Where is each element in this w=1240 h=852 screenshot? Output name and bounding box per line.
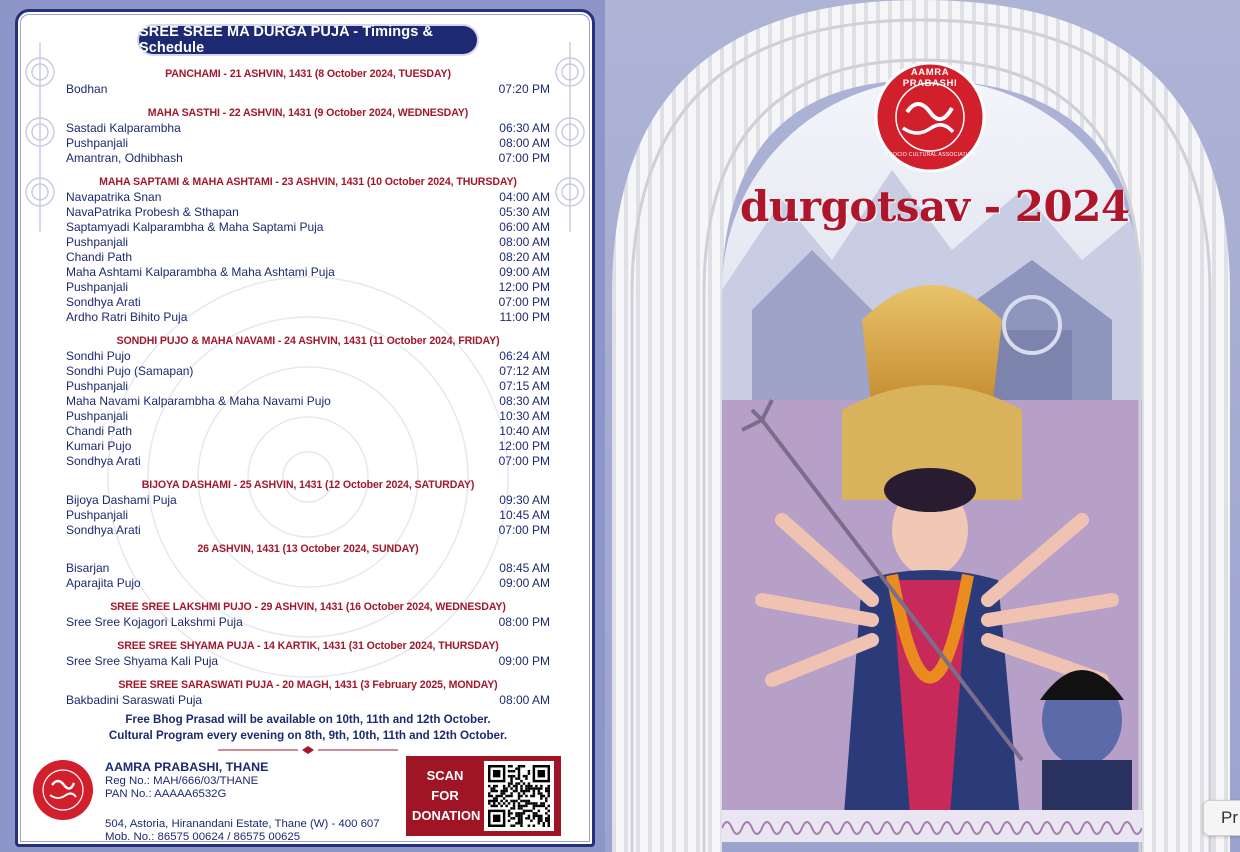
schedule-row: [66, 615, 550, 630]
schedule-row: [66, 654, 550, 669]
divider-ornament-icon: [218, 746, 398, 754]
section-heading: PANCHAMI - 21 ASHVIN, 1431 (8 October 2024, TUESDAY): [165, 68, 451, 80]
org-address: 504, Astoria, Hiranandani Estate, Thane (W) - 400 607: [105, 818, 380, 830]
org-name: AAMRA PRABASHI, THANE: [105, 760, 269, 774]
event-name: Chandi Path: [66, 250, 133, 264]
durgotsav-headline: durgotsav - 2024: [740, 182, 1130, 231]
event-name: Bodhan: [66, 82, 108, 96]
event-time: 09:00 AM: [499, 576, 550, 590]
event-time: 09:00 PM: [498, 654, 550, 668]
event-time: 04:00 AM: [499, 190, 550, 204]
event-name: NavaPatrika Probesh & Sthapan: [66, 205, 239, 219]
schedule-row: [66, 235, 550, 250]
schedule-row: [66, 454, 550, 469]
schedule-row: [66, 82, 550, 97]
section-heading: SONDHI PUJO & MAHA NAVAMI - 24 ASHVIN, 1431 (11 October 2024, FRIDAY): [116, 335, 500, 347]
event-name: Bakbadini Saraswati Puja: [66, 693, 203, 707]
section-gap: [66, 469, 550, 478]
event-time: 07:00 PM: [498, 295, 550, 309]
schedule-row: [66, 379, 550, 394]
donate-label: [412, 766, 481, 826]
qr-code-icon: [488, 765, 550, 827]
event-time: 05:30 AM: [499, 205, 550, 219]
schedule-row: [66, 121, 550, 136]
section-gap: [66, 166, 550, 175]
event-name: Pushpanjali: [66, 379, 129, 393]
schedule-row: [66, 508, 550, 523]
event-name: Sondhya Arati: [66, 523, 141, 537]
event-name: Pushpanjali: [66, 136, 129, 150]
section-heading: SREE SREE SHYAMA PUJA - 14 KARTIK, 1431 (31 October 2024, THURSDAY): [117, 640, 499, 652]
schedule-row: [66, 523, 550, 538]
event-name: Sondhi Pujo (Samapan): [66, 364, 194, 378]
schedule-row: [66, 561, 550, 576]
section-gap: [66, 325, 550, 334]
event-name: Sondhya Arati: [66, 295, 141, 309]
ornament-left-icon: [20, 42, 60, 232]
schedule-row: [66, 424, 550, 439]
donate-line-3: DONATION: [412, 808, 481, 823]
event-time: 08:30 AM: [499, 394, 550, 408]
schedule-row: [66, 349, 550, 364]
logo-arc-text: AAMRA PRABASHI: [902, 67, 958, 89]
schedule-row: [66, 190, 550, 205]
event-time: 07:20 PM: [498, 82, 550, 96]
section-gap: [66, 591, 550, 600]
event-name: Amantran, Odhibhash: [66, 151, 183, 165]
event-time: 07:15 AM: [499, 379, 550, 393]
schedule-row: [66, 493, 550, 508]
event-name: Sree Sree Kojagori Lakshmi Puja: [66, 615, 243, 629]
schedule-row: [66, 576, 550, 591]
event-name: Saptamyadi Kalparambha & Maha Saptami Puja: [66, 220, 324, 234]
section-heading: MAHA SAPTAMI & MAHA ASHTAMI - 23 ASHVIN, 1431 (10 October 2024, THURSDAY): [99, 176, 517, 188]
event-time: 07:00 PM: [498, 151, 550, 165]
schedule-row: [66, 265, 550, 280]
side-tab-button[interactable]: Pr: [1203, 800, 1240, 836]
donate-line-2: FOR: [431, 788, 459, 803]
org-mobile: Mob. No.: 86575 00624 / 86575 00625: [105, 831, 301, 843]
schedule-row: [66, 220, 550, 235]
event-time: 09:30 AM: [499, 493, 550, 507]
schedule-row: [66, 693, 550, 708]
schedule-row: [66, 310, 550, 325]
bhog-note: Free Bhog Prasad will be available on 10th, 11th and 12th October.: [125, 713, 491, 726]
section-heading: SREE SREE LAKSHMI PUJO - 29 ASHVIN, 1431 (16 October 2024, WEDNESDAY): [110, 601, 506, 613]
event-time: 06:30 AM: [499, 121, 550, 135]
event-time: 07:12 AM: [499, 364, 550, 378]
event-name: Sondhi Pujo: [66, 349, 131, 363]
section-heading: MAHA SASTHI - 22 ASHVIN, 1431 (9 October 2024, WEDNESDAY): [147, 107, 469, 119]
event-time: 09:00 AM: [499, 265, 550, 279]
schedule-row: [66, 205, 550, 220]
donate-line-1: SCAN: [426, 768, 464, 783]
event-name: Sondhya Arati: [66, 454, 141, 468]
logo-bottom-text: A SOCIO CULTURAL ASSOCIATION: [884, 152, 976, 158]
event-name: Pushpanjali: [66, 508, 129, 522]
schedule-row: [66, 136, 550, 151]
event-time: 07:00 PM: [498, 454, 550, 468]
org-reg: Reg No.: MAH/666/03/THANE: [105, 775, 259, 787]
event-time: 08:00 AM: [499, 693, 550, 707]
org-details: [105, 760, 380, 844]
event-time: 10:30 AM: [499, 409, 550, 423]
schedule-list: [66, 67, 550, 708]
event-name: Aparajita Pujo: [66, 576, 141, 590]
section-gap: [66, 630, 550, 639]
event-name: Maha Navami Kalparambha & Maha Navami Pujo: [66, 394, 331, 408]
association-logo-small-icon: [32, 759, 94, 821]
schedule-row: [66, 364, 550, 379]
org-pan: PAN No.: AAAAA6532G: [105, 788, 227, 800]
event-name: Sastadi Kalparambha: [66, 121, 181, 135]
schedule-row: [66, 409, 550, 424]
donation-qr-code[interactable]: [484, 761, 554, 831]
event-name: Pushpanjali: [66, 409, 129, 423]
event-time: 08:00 AM: [499, 235, 550, 249]
schedule-row: [66, 250, 550, 265]
event-time: 08:45 AM: [499, 561, 550, 575]
schedule-card: [15, 9, 595, 847]
ornament-right-icon: [550, 42, 590, 232]
schedule-title: SREE SREE MA DURGA PUJA - Timings & Schedule: [139, 26, 477, 54]
schedule-row: [66, 295, 550, 310]
event-name: Pushpanjali: [66, 235, 129, 249]
section-gap: [66, 669, 550, 678]
event-time: 08:20 AM: [499, 250, 550, 264]
event-time: 12:00 PM: [498, 280, 550, 294]
schedule-row: [66, 280, 550, 295]
event-name: Maha Ashtami Kalparambha & Maha Ashtami Puja: [66, 265, 335, 279]
event-name: Bijoya Dashami Puja: [66, 493, 177, 507]
cultural-note: Cultural Program every evening on 8th, 9th, 10th, 11th and 12th October.: [108, 729, 508, 742]
event-time: 10:40 AM: [499, 424, 550, 438]
event-name: Bisarjan: [66, 561, 110, 575]
event-time: 12:00 PM: [498, 439, 550, 453]
section-heading: 26 ASHVIN, 1431 (13 October 2024, SUNDAY): [197, 543, 419, 555]
event-name: Navapatrika Snan: [66, 190, 162, 204]
schedule-row: [66, 394, 550, 409]
event-time: 06:00 AM: [499, 220, 550, 234]
event-time: 06:24 AM: [499, 349, 550, 363]
event-time: 10:45 AM: [499, 508, 550, 522]
event-name: Ardho Ratri Bihito Puja: [66, 310, 188, 324]
event-time: 07:00 PM: [498, 523, 550, 537]
event-name: Pushpanjali: [66, 280, 129, 294]
event-time: 11:00 PM: [499, 310, 550, 324]
event-name: Chandi Path: [66, 424, 133, 438]
donation-box: [406, 756, 561, 836]
section-gap: [66, 97, 550, 106]
section-heading: SREE SREE SARASWATI PUJA - 20 MAGH, 1431 (3 February 2025, MONDAY): [118, 679, 498, 691]
schedule-row: [66, 151, 550, 166]
wave-border-icon: [722, 810, 1142, 842]
section-heading: BIJOYA DASHAMI - 25 ASHVIN, 1431 (12 October 2024, SATURDAY): [141, 479, 475, 491]
event-name: Kumari Pujo: [66, 439, 132, 453]
event-name: Sree Sree Shyama Kali Puja: [66, 654, 219, 668]
event-time: 08:00 AM: [499, 136, 550, 150]
schedule-row: [66, 439, 550, 454]
event-time: 08:00 PM: [498, 615, 550, 629]
